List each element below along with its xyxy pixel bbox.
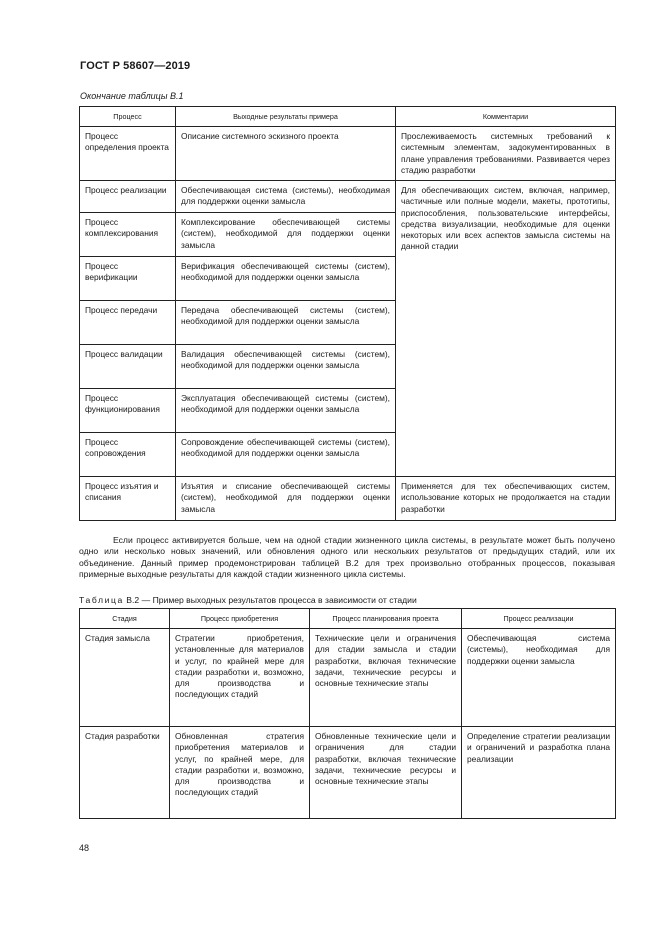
stage-cell: Стадия разработки <box>80 727 170 819</box>
process-cell: Процесс сопровождения <box>80 433 176 477</box>
table-header-row <box>80 609 616 629</box>
document-id: ГОСТ Р 58607—2019 <box>80 60 191 72</box>
process-cell: Процесс комплексирования <box>80 213 176 257</box>
process-cell: Процесс определения проекта <box>80 127 176 181</box>
output-cell: Комплексирование обеспечивающей системы (систем), необходимой для поддержки оценки замысла <box>176 213 396 257</box>
column-header: Выходные результаты примера <box>176 107 396 127</box>
process-cell: Процесс верификации <box>80 257 176 301</box>
output-cell: Эксплуатация обеспечивающей системы (систем), необходимой для поддержки оценки замысла <box>176 389 396 433</box>
table-row <box>80 629 616 727</box>
process-cell: Процесс изъятия и списания <box>80 477 176 521</box>
caption-text: В.2 — Пример выходных результатов процесса в зависимости от стадии <box>126 595 417 605</box>
table-row <box>80 181 616 213</box>
output-cell: Сопровождение обеспечивающей системы (систем), необходимой для поддержки оценки замысла <box>176 433 396 477</box>
process-cell: Процесс передачи <box>80 301 176 345</box>
output-cell: Описание системного эскизного проекта <box>176 127 396 181</box>
output-cell: Передача обеспечивающей системы (систем), необходимой для поддержки оценки замысла <box>176 301 396 345</box>
column-header: Комментарии <box>396 107 616 127</box>
acquisition-cell: Обновленная стратегия приобретения материалов и услуг, по крайней мере, для стадии разработки и, возможно, для производства и последующих стадий <box>170 727 310 819</box>
comment-cell: Применяется для тех обеспечивающих систем, использование которых не продолжается на стадии разработки <box>396 477 616 521</box>
implementation-cell: Определение стратегии реализации и ограничений и разработка плана реализации <box>462 727 616 819</box>
output-cell: Обеспечивающая система (системы), необходимая для поддержки оценки замысла <box>176 181 396 213</box>
acquisition-cell: Стратегии приобретения, установленные для материалов и услуг, по крайней мере для стадии разработки и, возможно, для производства и последующих стадий <box>170 629 310 727</box>
output-cell: Верификация обеспечивающей системы (систем), необходимой для поддержки оценки замысла <box>176 257 396 301</box>
planning-cell: Обновленные технические цели и ограничения для стадии разработки, включая технические задачи, технические ресурсы и основные технические этапы <box>310 727 462 819</box>
table-row <box>80 127 616 181</box>
body-paragraph: Если процесс активируется больше, чем на одной стадии жизненного цикла системы, в результате может быть получено одно или несколько новых значений, или обновления одного или нескольких результатов от предыдущих стадий, или их объединение. Данный пример продемонстрирован таблицей В.2 для трех произвольно отобранных процессов, показывая примерные выходные результаты для каждой стадии жизненного цикла системы. <box>79 535 615 579</box>
output-cell: Изъятия и списание обеспечивающей системы (систем), необходимой для поддержки оценки замысла <box>176 477 396 521</box>
column-header: Процесс реализации <box>462 609 616 629</box>
comment-cell: Прослеживаемость системных требований к системным элементам, задокументированных в плане управления требованиями. Развивается через стадию разработки <box>396 127 616 181</box>
stage-cell: Стадия замысла <box>80 629 170 727</box>
planning-cell: Технические цели и ограничения для стадии замысла и стадии разработки, включая технические задачи, технические ресурсы и основные технические этапы <box>310 629 462 727</box>
column-header: Стадия <box>80 609 170 629</box>
table-caption: Окончание таблицы В.1 <box>80 91 184 101</box>
page-number: 48 <box>79 843 90 853</box>
merged-comment-cell: Для обеспечивающих систем, включая, например, частичные или полные модели, макеты, прототипы, приспособления, пользовательские интерфейсы, средства визуализации, необходимые для оценки некоторых или всех аспектов замысла системы на данной стадии <box>396 181 616 477</box>
table-header-row <box>80 107 616 127</box>
table-caption <box>79 595 417 605</box>
process-cell: Процесс валидации <box>80 345 176 389</box>
process-cell: Процесс функционирования <box>80 389 176 433</box>
column-header: Процесс приобретения <box>170 609 310 629</box>
table-row <box>80 727 616 819</box>
caption-prefix: Таблица <box>79 595 124 605</box>
outputs-table <box>79 106 616 521</box>
stage-outputs-table <box>79 608 616 819</box>
process-cell: Процесс реализации <box>80 181 176 213</box>
column-header: Процесс планирования проекта <box>310 609 462 629</box>
output-cell: Валидация обеспечивающей системы (систем), необходимой для поддержки оценки замысла <box>176 345 396 389</box>
column-header: Процесс <box>80 107 176 127</box>
table-row <box>80 477 616 521</box>
implementation-cell: Обеспечивающая система (системы), необходимая для поддержки оценки замысла <box>462 629 616 727</box>
